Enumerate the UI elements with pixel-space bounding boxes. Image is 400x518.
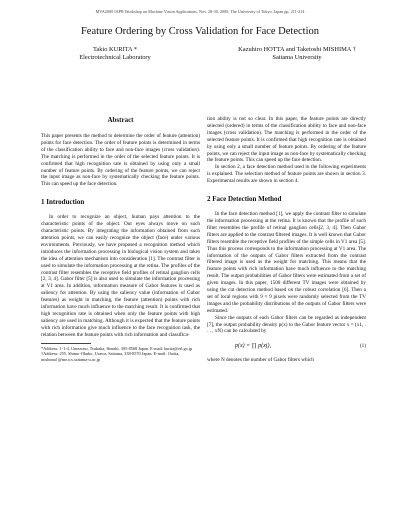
outline-paragraph: In section 2, a face detection method used in the following experiments is explained. The selection method of feature points are shown in section 3. Experimental results are shown in section 4. bbox=[207, 164, 366, 185]
left-column bbox=[41, 116, 200, 362]
author-affiliation: Saitama University bbox=[272, 54, 322, 61]
intro-continuation-paragraph: tion ability is not so clear. In this paper, the feature points are directly selected (ordered) in terms of the classification ability to face and non-face images (cross validation). The matching is performed in the order of the selected feature points. It is confirmed that high recognition rate is obtained by using only a small number of feature points. By ordering of the feature points, we can reject the input image as non-face by systematically checking the feature points. This can speed up the face detection. bbox=[207, 116, 366, 164]
author-name: Takio KURITA * bbox=[92, 46, 138, 53]
probability-paragraph: Since the outputs of each Gabor filters can be regarded as independent [7], the output probability density p(x) to the Gabor feature vector x = (x1, . . . , xN) can be calculated by bbox=[207, 314, 366, 335]
author-name: Kazuhiro HOTTA and Taketoshi MISHIMA † bbox=[238, 46, 356, 53]
abstract-heading: Abstract bbox=[107, 116, 134, 124]
equation-followup-text: where N denotes the number of Gabor filters which bbox=[207, 357, 314, 364]
author-block-1 bbox=[50, 46, 180, 62]
section-heading-face-detection: 2 Face Detection Method bbox=[207, 195, 282, 204]
equation-number: (1) bbox=[359, 343, 366, 350]
section-heading-introduction: 1 Introduction bbox=[41, 198, 85, 207]
intro-paragraph: In order to recognize an object, human pays attention to the characteristic points of the object. Our eyes always move on such characteristic points. By integrating the information obtained from such attention points, we can easily recognize the object (face) under various environments. Previously, we have proposed a recognition method which introduces the information processing in biological vision system and takes the idea of attention mechanism into consideration [1]. The contrast filter is used to simulate the information processing at the retina. The profiles of the contrast filter resembles the receptive field profiles of retinal ganglion cells [2, 3, 4]. Gabor filter [5] is also used to simulate the information processing at V1 area. In addition, information measure of Gabor features is used as saliency for attention. By using the saliency value (information of Gabor features) as weight in matching, the feature (attention) points with rich information have much influence to the matching result. It is confirmed that high recognition rate is obtained when only the feature points with high saliency are used in matching. Although it is expected that the feature points with rich information give much influence to the face recognition task, the relation between the feature points with rich information and classifica- bbox=[41, 214, 200, 338]
footnote-2: †Address: 255, Shimo-Okubo, Urawa, Saitama, 338-8570 Japan. E-mail: {hotta, mishima}@me.ics.saitama-u.ac.jp bbox=[41, 351, 180, 362]
equation-1 bbox=[207, 338, 366, 354]
equation-body: p(x) = ∏ p(xj), bbox=[235, 343, 271, 350]
method-paragraph: In the face detection method [1], we apply the contrast filter to simulate the information processing at the retina. It is known that the profile of such filter resembles the profile of retinal ganglion cells[2, 3, 4]. Then Gabor filters are applied to the contrast filtered images. It is well known that Gabor filters resemble the receptive field profiles of the simple cells in V1 area [5]. Thus this process corresponds to the information processing at V1 area. The information of the outputs of Gabor filters extracted from the contrast filtered image is used as the weight for matching. This means that the feature points with rich information have much influence to the matching result. The output probabilities of Gabor filters were estimated from a set of given images. In this paper, 1500 different TV images were obtained by using the cut detection method based on the robust correlation [6]. Then a set of local regions with 9 × 9 pixels were randomly selected from the TV images and the probability distributions of the outputs of Gabor filters were estimated. bbox=[207, 211, 366, 314]
author-block-2 bbox=[222, 46, 372, 62]
abstract-text: This paper presents the method to determine the order of feature (attention) points for face detection. The order of feature points is determined in terms of the classification ability to face and non-face images (cross validation). The matching is performed in the order of the selected feature points. It is confirmed that high recognition rate is obtained by using only a small number of feature points. By ordering of the feature points, we can reject the input image as non-face by systematically checking the feature points. This can speed up the face detection. bbox=[41, 133, 200, 188]
footnote-1: *Address: 1-1-4, Umezono, Tsukuba, Ibaraki, 305-8568 Japan. E-mail: kurita@etl.go.jp bbox=[41, 345, 193, 351]
footnote-divider bbox=[41, 343, 91, 344]
paper-title: Feature Ordering by Cross Validation for Face Detection bbox=[80, 26, 320, 37]
right-column bbox=[207, 116, 366, 364]
running-header: MVA2000 IAPR Workshop on Machine Vision Applications, Nov. 28-30, 2000, The University of Tokyo, Japan pp. 211-214 bbox=[95, 9, 305, 14]
author-affiliation: Electrotechnical Laboratory bbox=[79, 54, 151, 61]
